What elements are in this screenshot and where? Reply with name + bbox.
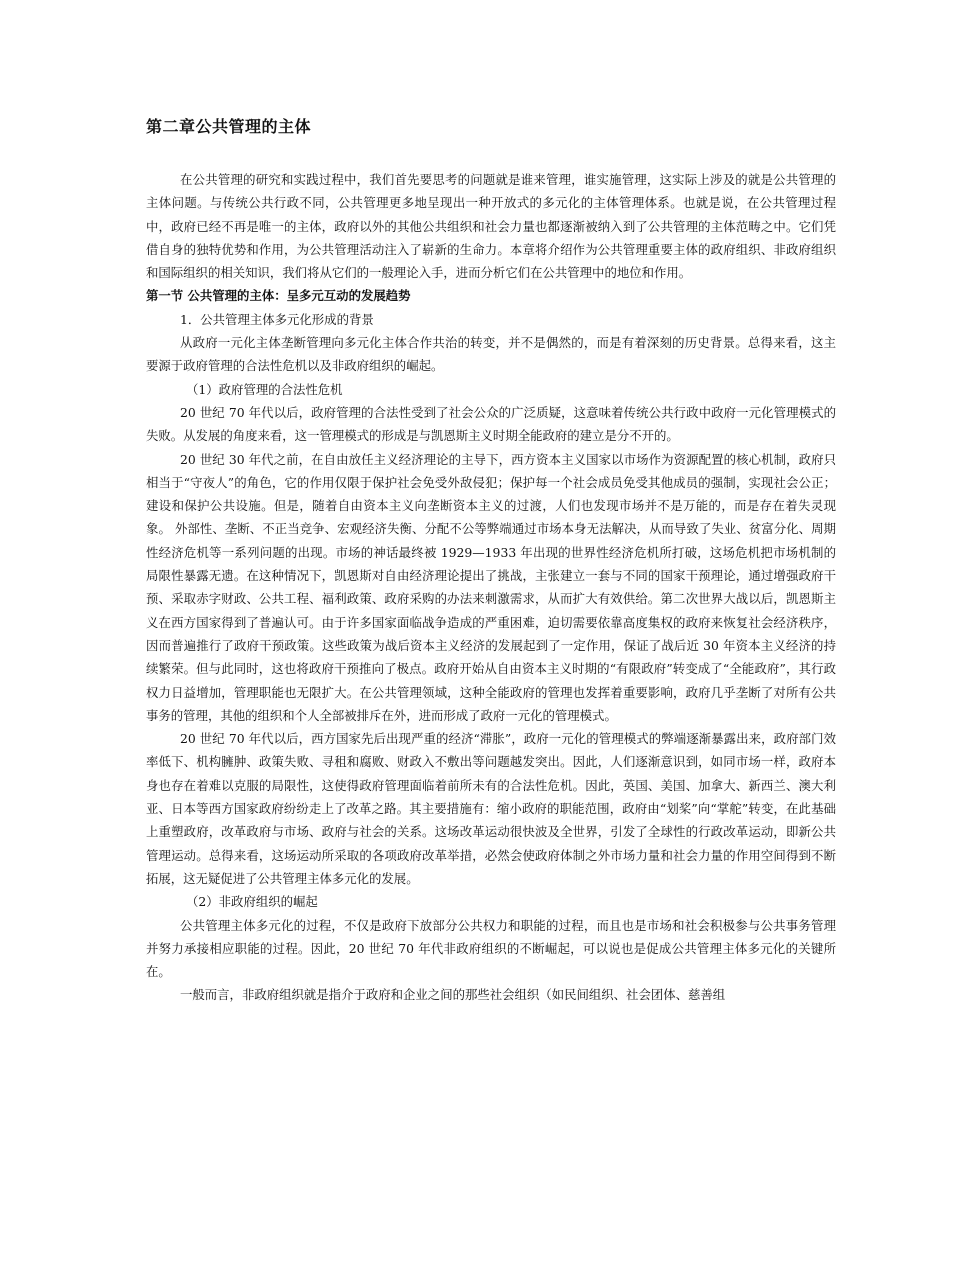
document-page (146, 112, 836, 1007)
body-paragraph: 从政府一元化主体垄断管理向多元化主体合作共治的转变，并不是偶然的，而是有着深刻的历史背景。总得来看，这主要源于政府管理的合法性危机以及非政府组织的崛起。 (146, 335, 836, 374)
body-paragraph: 20 世纪 30 年代之前，在自由放任主义经济理论的主导下，西方资本主义国家以市场作为资源配置的核心机制，政府只相当于“守夜人”的角色，它的作用仅限于保护社会免受外敌侵犯；保护每一个社会成员免受其他成员的强制，实现社会公正；建设和保护公共设施。但是，随着自由资本主义向垄断资本主义的过渡，人们也发现市场并不是万能的，而是存在着失灵现象。 外部性、垄断、不正当竞争、宏观经济失衡、分配不公等弊端通过市场本身无法解决，从而导致了失业、贫富分化、周期性经济危机等一系列问题的出现。市场的神话最终被 1929—1933 年出现的世界性经济危机所打破，这场危机把市场机制的局限性暴露无遗。在这种情况下，凯恩斯对自由经济理论提出了挑战，主张建立一套与不同的国家干预理论，通过增强政府干预、采取赤字财政、公共工程、福利政策、政府采购的办法来刺激需求，从而扩大有效供给。第二次世界大战以后，凯恩斯主义在西方国家得到了普遍认可。由于许多国家面临战争造成的严重困难，迫切需要依靠高度集权的政府来恢复社会经济秩序，因而普遍推行了政府干预政策。这些政策为战后资本主义经济的发展起到了一定作用，保证了战后近 30 年资本主义经济的持续繁荣。但与此同时，这也将政府干预推向了极点。政府开始从自由资本主义时期的“有限政府”转变成了“全能政府”，其行政权力日益增加，管理职能也无限扩大。在公共管理领域，这种全能政府的管理也发挥着重要影响，政府几乎垄断了对所有公共事务的管理，其他的组织和个人全部被排斥在外，进而形成了政府一元化的管理模式。 (146, 451, 836, 723)
subsection-heading-legitimacy: （1）政府管理的合法性危机 (186, 381, 343, 397)
subsection-heading: 1．公共管理主体多元化形成的背景 (180, 311, 374, 327)
intro-paragraph: 在公共管理的研究和实践过程中，我们首先要思考的问题就是谁来管理，谁实施管理，这实际上涉及的就是公共管理的主体问题。与传统公共行政不同，公共管理更多地呈现出一种开放式的多元化的主体管理体系。也就是说，在公共管理过程中，政府已经不再是唯一的主体，政府以外的其他公共组织和社会力量也都逐渐被纳入到了公共管理的主体范畴之中。它们凭借自身的独特优势和作用，为公共管理活动注入了崭新的生命力。本章将介绍作为公共管理重要主体的政府组织、非政府组织和国际组织的相关知识，我们将从它们的一般理论入手，进而分析它们在公共管理中的地位和作用。 (146, 172, 836, 281)
body-paragraph: 20 世纪 70 年代以后，政府管理的合法性受到了社会公众的广泛质疑，这意味着传统公共行政中政府一元化管理模式的失败。从发展的角度来看，这一管理模式的形成是与凯恩斯主义时期全能政府的建立是分不开的。 (146, 404, 836, 444)
chapter-title: 第二章公共管理的主体 (146, 117, 312, 136)
section-heading: 第一节 公共管理的主体：呈多元互动的发展趋势 (146, 288, 411, 304)
body-paragraph: 公共管理主体多元化的过程，不仅是政府下放部分公共权力和职能的过程，而且也是市场和社会积极参与公共事务管理并努力承接相应职能的过程。因此，20 世纪 70 年代非政府组织的不断崛起，可以说也是促成公共管理主体多元化的关键所在。 (146, 917, 836, 980)
body-paragraph: 20 世纪 70 年代以后，西方国家先后出现严重的经济“滞胀”，政府一元化的管理模式的弊端逐渐暴露出来，政府部门效率低下、机构臃肿、政策失败、寻租和腐败、财政入不敷出等问题越发突出。因此，人们逐渐意识到，如同市场一样，政府本身也存在着难以克服的局限性，这使得政府管理面临着前所未有的合法性危机。因此，英国、美国、加拿大、新西兰、澳大利亚、日本等西方国家政府纷纷走上了改革之路。其主要措施有：缩小政府的职能范围，政府由“划桨”向“掌舵”转变，在此基础上重塑政府，改革政府与市场、政府与社会的关系。这场改革运动很快波及全世界，引发了全球性的行政改革运动，即新公共管理运动。总得来看，这场运动所采取的各项政府改革举措，必然会使政府体制之外市场力量和社会力量的作用空间得到不断拓展，这无疑促进了公共管理主体多元化的发展。 (146, 731, 836, 886)
body-paragraph: 一般而言，非政府组织就是指介于政府和企业之间的那些社会组织（如民间组织、社会团体、慈善组 (180, 987, 726, 1003)
subsection-heading-ngo: （2）非政府组织的崛起 (186, 894, 318, 910)
